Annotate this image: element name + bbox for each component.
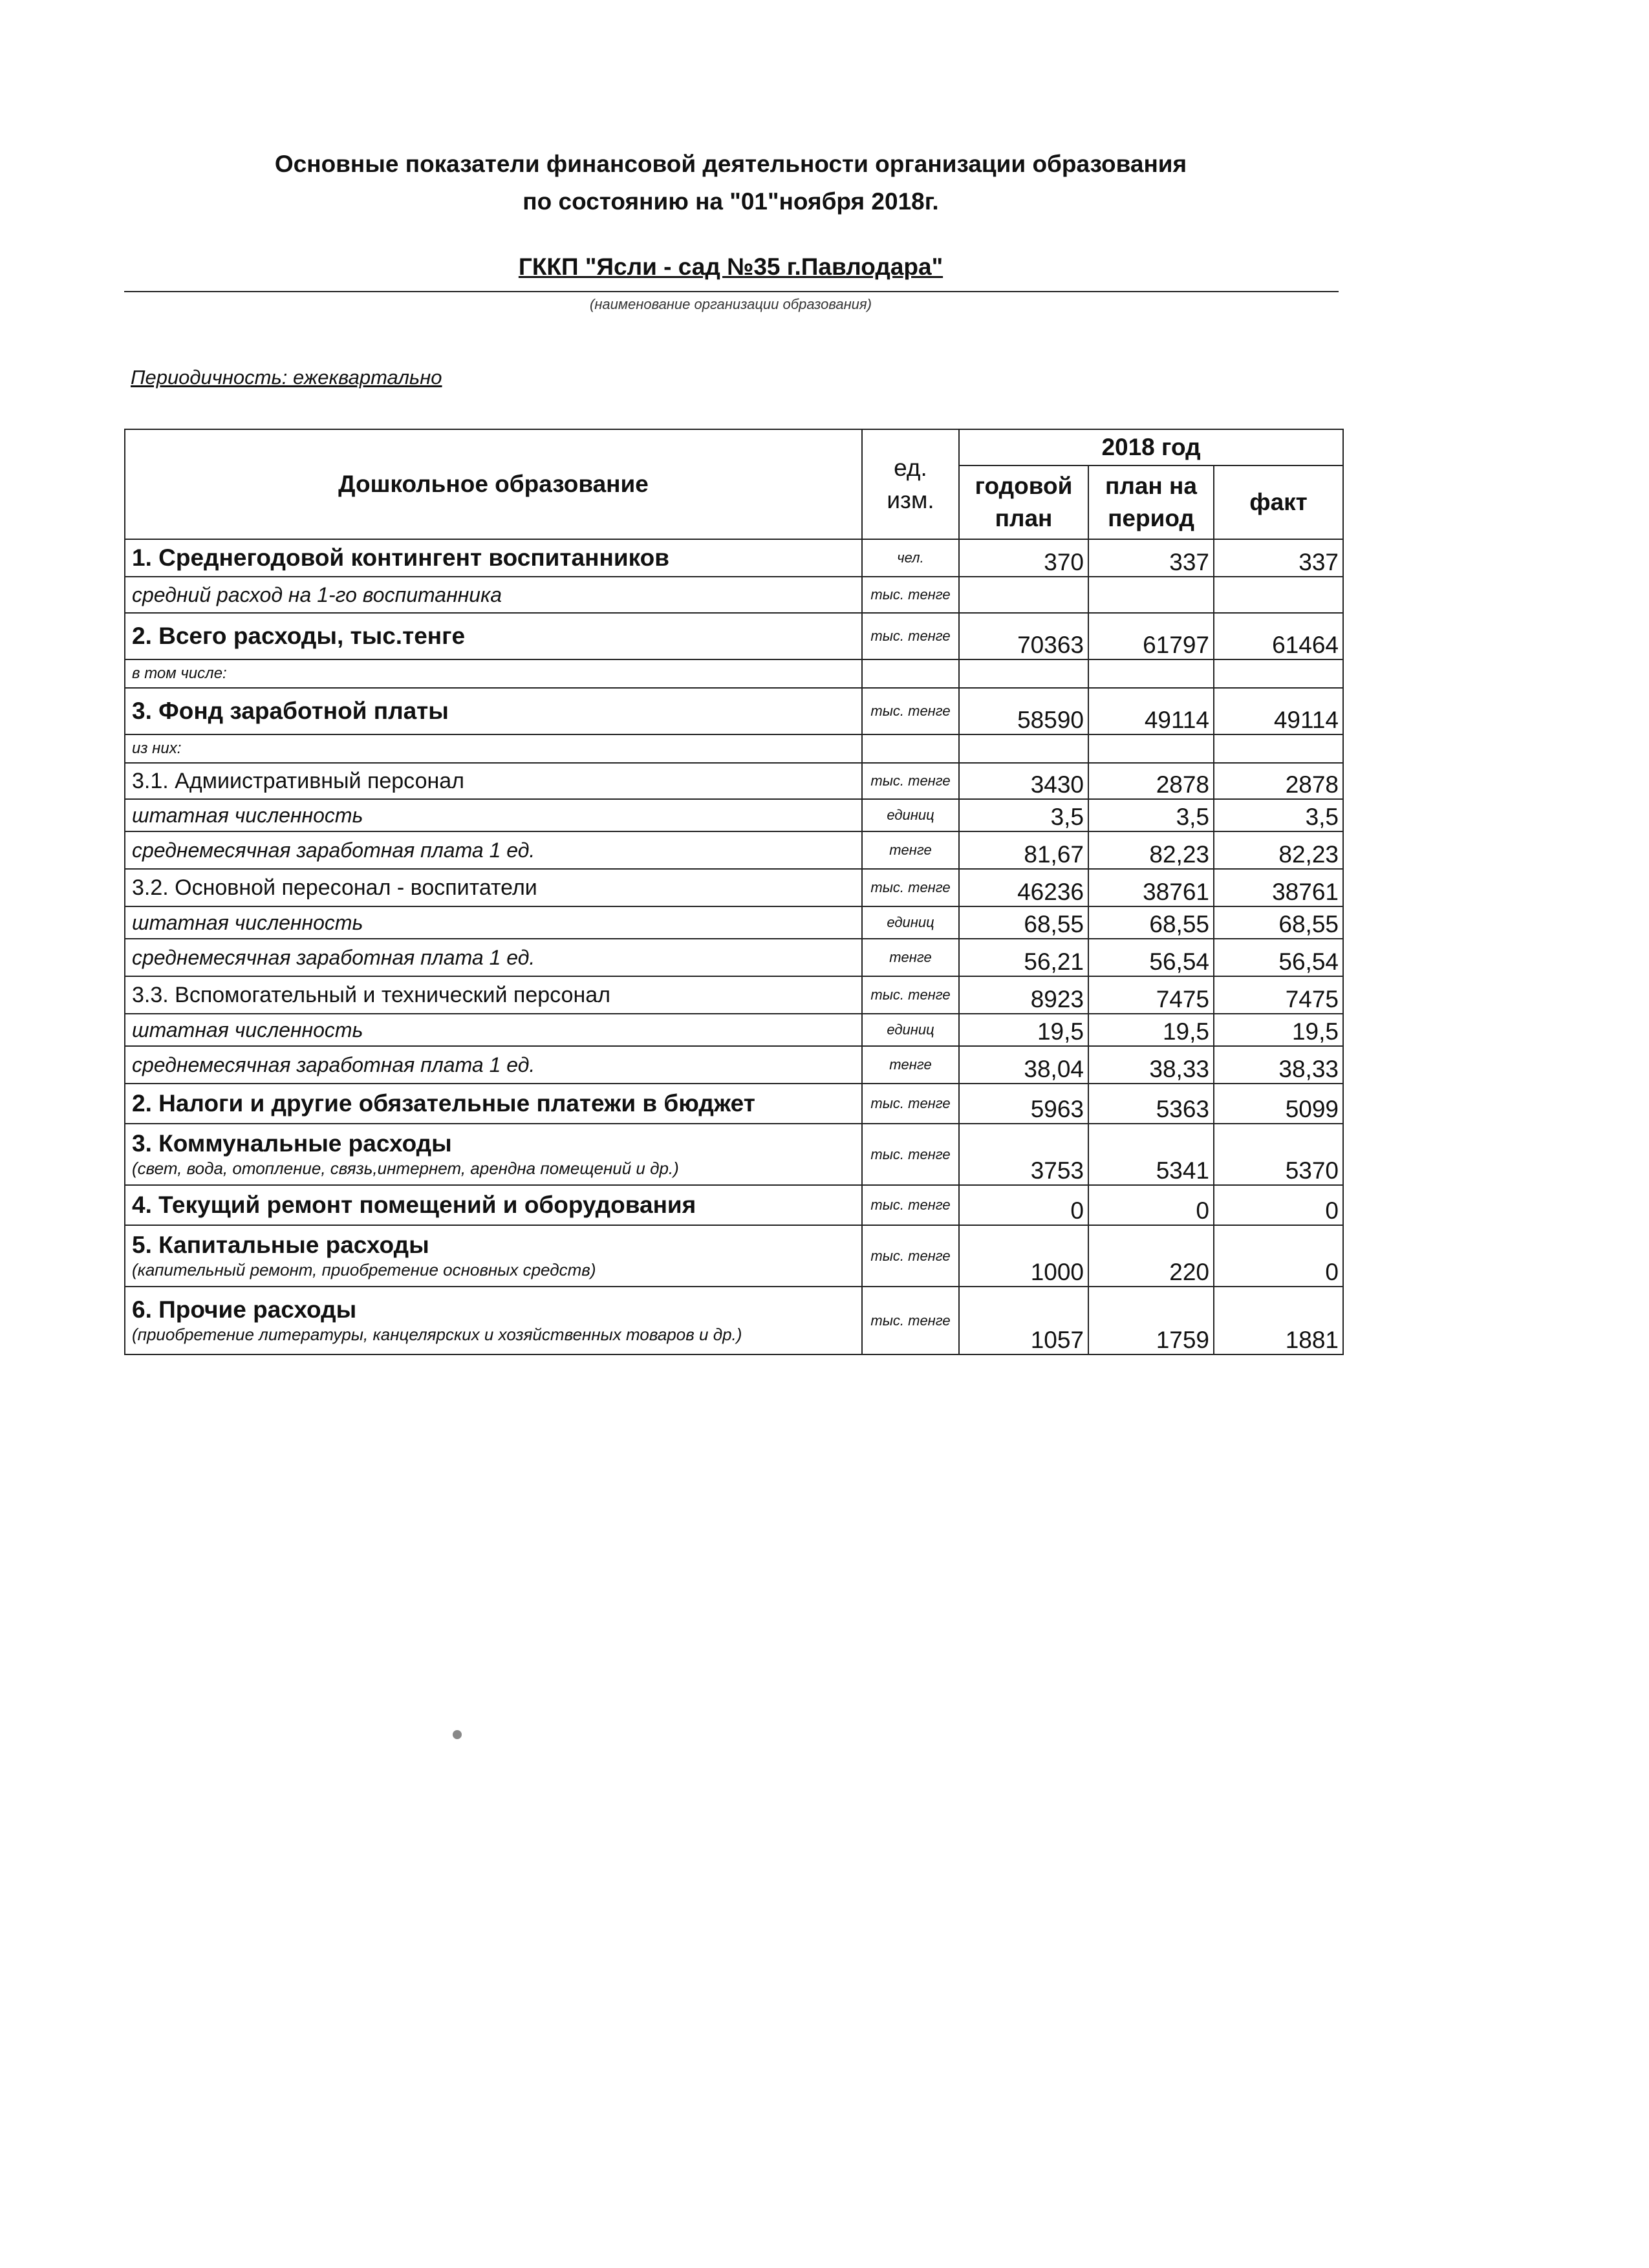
row-fact: 38,33 [1214, 1046, 1343, 1084]
periodicity-label: Периодичность: ежеквартально [131, 366, 442, 389]
row-fact [1214, 659, 1343, 688]
table-row [125, 613, 1343, 659]
row-label [125, 577, 862, 613]
row-unit: тыс. тенге [862, 763, 959, 799]
row-unit: тенге [862, 939, 959, 976]
row-period-plan: 56,54 [1088, 939, 1214, 976]
table-row [125, 1185, 1343, 1225]
row-annual-plan: 5963 [959, 1084, 1088, 1124]
row-unit: единиц [862, 906, 959, 939]
row-fact: 61464 [1214, 613, 1343, 659]
row-annual-plan: 70363 [959, 613, 1088, 659]
row-annual-plan: 3753 [959, 1124, 1088, 1185]
row-label-note: (приобретение литературы, канцелярских и хозяйственных товаров и др.) [132, 1324, 742, 1344]
row-label [125, 1084, 862, 1124]
row-period-plan: 3,5 [1088, 799, 1214, 831]
row-period-plan: 2878 [1088, 763, 1214, 799]
financial-indicators-table [124, 429, 1344, 1355]
row-label-text: 3.3. Вспомогательный и технический персонал [132, 983, 610, 1007]
row-unit: единиц [862, 1014, 959, 1046]
table-row [125, 1014, 1343, 1046]
row-label [125, 763, 862, 799]
document-title [0, 145, 1461, 220]
row-annual-plan: 58590 [959, 688, 1088, 734]
row-period-plan: 61797 [1088, 613, 1214, 659]
row-label [125, 1014, 862, 1046]
row-label [125, 734, 862, 763]
row-label [125, 1225, 862, 1287]
table-row [125, 1124, 1343, 1185]
row-unit: тыс. тенге [862, 869, 959, 906]
row-annual-plan: 0 [959, 1185, 1088, 1225]
row-label-text: 6. Прочие расходы [132, 1296, 357, 1323]
row-annual-plan: 56,21 [959, 939, 1088, 976]
row-annual-plan: 68,55 [959, 906, 1088, 939]
table-row [125, 659, 1343, 688]
row-period-plan: 220 [1088, 1225, 1214, 1287]
table-row [125, 906, 1343, 939]
row-annual-plan: 46236 [959, 869, 1088, 906]
row-label [125, 976, 862, 1014]
row-label [125, 799, 862, 831]
row-unit: тыс. тенге [862, 613, 959, 659]
row-fact: 7475 [1214, 976, 1343, 1014]
row-annual-plan [959, 659, 1088, 688]
row-label [125, 688, 862, 734]
row-period-plan: 38761 [1088, 869, 1214, 906]
row-label-note: (свет, вода, отопление, связь,интернет, арендна помещений и др.) [132, 1158, 679, 1178]
scan-speck [453, 1730, 462, 1739]
row-period-plan [1088, 734, 1214, 763]
table-row [125, 1046, 1343, 1084]
row-label-text: 3. Коммунальные расходы [132, 1129, 452, 1157]
header-category: Дошкольное образование [125, 429, 862, 539]
row-label-text: в том числе: [132, 665, 227, 682]
table-row [125, 939, 1343, 976]
row-annual-plan: 370 [959, 539, 1088, 577]
title-line-1: Основные показатели финансовой деятельности организации образования [274, 151, 1187, 177]
header-fact: факт [1214, 465, 1343, 539]
header-period-plan: план на период [1088, 465, 1214, 539]
row-label-text: 2. Всего расходы, тыс.тенге [132, 623, 466, 649]
row-annual-plan [959, 577, 1088, 613]
row-unit: тыс. тенге [862, 1287, 959, 1354]
table-row [125, 869, 1343, 906]
row-label-text: 1. Среднегодовой контингент воспитанников [132, 544, 669, 571]
table-row [125, 831, 1343, 869]
table-row [125, 539, 1343, 577]
row-label-text: штатная численность [132, 911, 363, 934]
row-fact: 0 [1214, 1185, 1343, 1225]
header-year: 2018 год [959, 429, 1343, 465]
row-fact: 2878 [1214, 763, 1343, 799]
table-row [125, 1225, 1343, 1287]
header-unit: ед. изм. [862, 429, 959, 539]
row-annual-plan: 1057 [959, 1287, 1088, 1354]
row-label-text: 3.1. Адмиистративный персонал [132, 769, 465, 793]
row-label-text: 2. Налоги и другие обязательные платежи в бюджет [132, 1090, 755, 1117]
title-line-2: по состоянию на "01"ноября 2018г. [523, 188, 939, 215]
row-label-note: (капительный ремонт, приобретение основных средств) [132, 1259, 596, 1279]
row-label-text: среднемесячная заработная плата 1 ед. [132, 1053, 535, 1076]
row-fact: 5099 [1214, 1084, 1343, 1124]
header-annual-plan: годовой план [959, 465, 1088, 539]
row-period-plan: 49114 [1088, 688, 1214, 734]
organization-caption: (наименование организации образования) [590, 296, 872, 312]
row-label-text: 3.2. Основной пересонал - воспитатели [132, 875, 537, 900]
row-fact: 56,54 [1214, 939, 1343, 976]
row-label-text: штатная численность [132, 1018, 363, 1042]
row-label [125, 659, 862, 688]
row-unit: тенге [862, 1046, 959, 1084]
row-unit: тыс. тенге [862, 1185, 959, 1225]
row-fact: 5370 [1214, 1124, 1343, 1185]
row-fact [1214, 734, 1343, 763]
row-label [125, 869, 862, 906]
row-label [125, 1287, 862, 1354]
row-fact: 38761 [1214, 869, 1343, 906]
row-period-plan: 7475 [1088, 976, 1214, 1014]
row-fact: 68,55 [1214, 906, 1343, 939]
row-unit: тыс. тенге [862, 1084, 959, 1124]
row-fact: 82,23 [1214, 831, 1343, 869]
row-period-plan [1088, 577, 1214, 613]
row-fact [1214, 577, 1343, 613]
table-row [125, 734, 1343, 763]
row-period-plan: 38,33 [1088, 1046, 1214, 1084]
row-unit: тенге [862, 831, 959, 869]
row-label-text: 5. Капитальные расходы [132, 1231, 429, 1258]
row-annual-plan: 38,04 [959, 1046, 1088, 1084]
row-period-plan: 337 [1088, 539, 1214, 577]
table-body [125, 539, 1343, 1354]
row-period-plan: 5341 [1088, 1124, 1214, 1185]
row-period-plan: 19,5 [1088, 1014, 1214, 1046]
row-label-text: среднемесячная заработная плата 1 ед. [132, 839, 535, 862]
row-period-plan: 5363 [1088, 1084, 1214, 1124]
table-row [125, 1287, 1343, 1354]
row-fact: 49114 [1214, 688, 1343, 734]
row-label [125, 613, 862, 659]
row-label-text: среднемесячная заработная плата 1 ед. [132, 946, 535, 969]
row-label-text: средний расход на 1-го воспитанника [132, 583, 502, 606]
row-label [125, 1185, 862, 1225]
row-unit: тыс. тенге [862, 1225, 959, 1287]
row-annual-plan [959, 734, 1088, 763]
row-annual-plan: 81,67 [959, 831, 1088, 869]
row-label [125, 906, 862, 939]
row-period-plan: 1759 [1088, 1287, 1214, 1354]
row-annual-plan: 3430 [959, 763, 1088, 799]
row-period-plan: 68,55 [1088, 906, 1214, 939]
row-label [125, 1046, 862, 1084]
row-period-plan [1088, 659, 1214, 688]
row-label [125, 939, 862, 976]
row-fact: 3,5 [1214, 799, 1343, 831]
row-unit: тыс. тенге [862, 577, 959, 613]
row-label-text: 4. Текущий ремонт помещений и оборудования [132, 1192, 696, 1218]
row-label-text: 3. Фонд заработной платы [132, 698, 449, 724]
organization-underline [124, 291, 1339, 292]
organization-name: ГККП "Ясли - сад №35 г.Павлодара" [518, 253, 943, 280]
row-period-plan: 82,23 [1088, 831, 1214, 869]
table-row [125, 976, 1343, 1014]
row-unit [862, 659, 959, 688]
row-label [125, 539, 862, 577]
row-annual-plan: 8923 [959, 976, 1088, 1014]
row-label [125, 1124, 862, 1185]
row-fact: 19,5 [1214, 1014, 1343, 1046]
row-fact: 1881 [1214, 1287, 1343, 1354]
row-unit [862, 734, 959, 763]
row-label-text: из них: [132, 740, 182, 757]
row-annual-plan: 1000 [959, 1225, 1088, 1287]
table-row [125, 763, 1343, 799]
table-row [125, 1084, 1343, 1124]
table-row [125, 577, 1343, 613]
table-row [125, 799, 1343, 831]
row-label-text: штатная численность [132, 804, 363, 827]
row-unit: чел. [862, 539, 959, 577]
row-unit: тыс. тенге [862, 688, 959, 734]
row-label [125, 831, 862, 869]
row-fact: 337 [1214, 539, 1343, 577]
table-row [125, 688, 1343, 734]
row-annual-plan: 3,5 [959, 799, 1088, 831]
row-unit: тыс. тенге [862, 976, 959, 1014]
row-fact: 0 [1214, 1225, 1343, 1287]
row-unit: единиц [862, 799, 959, 831]
row-period-plan: 0 [1088, 1185, 1214, 1225]
row-annual-plan: 19,5 [959, 1014, 1088, 1046]
row-unit: тыс. тенге [862, 1124, 959, 1185]
